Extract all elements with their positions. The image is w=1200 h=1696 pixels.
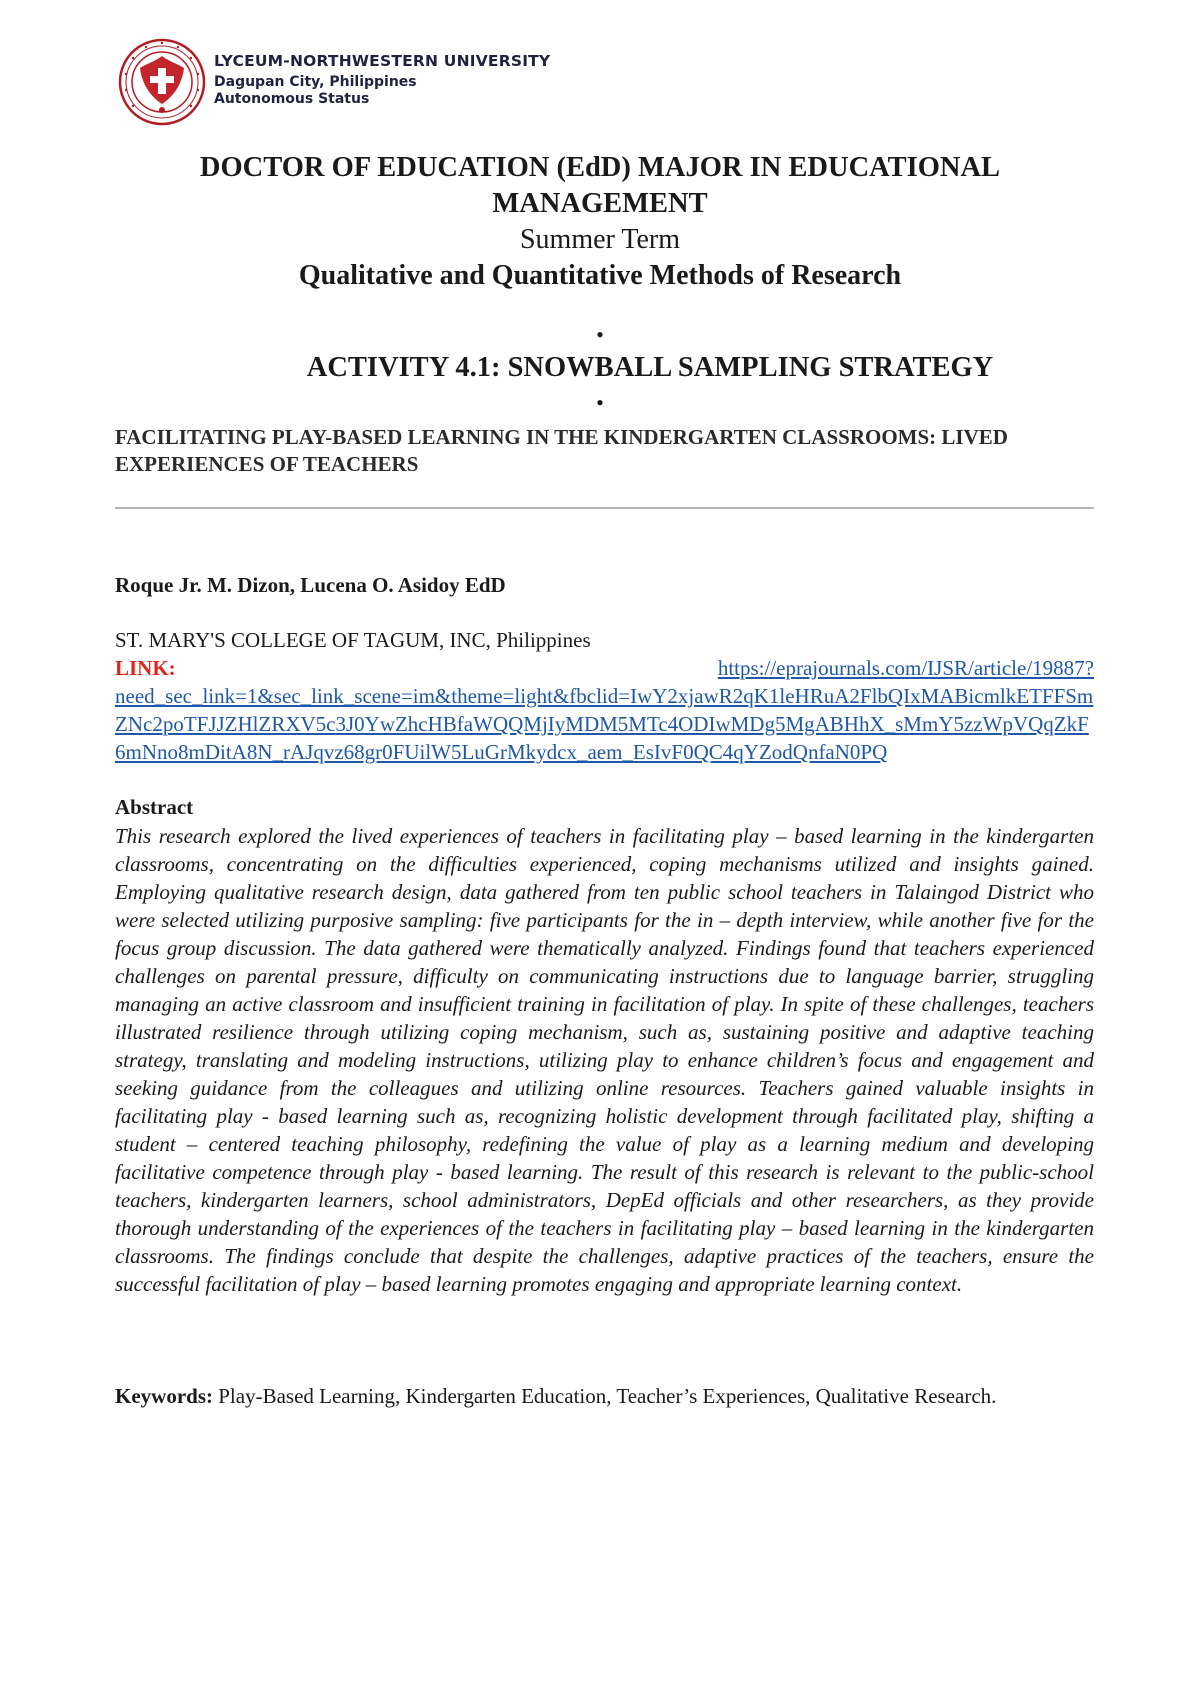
abstract-text: This research explored the lived experiences of teachers in facilitating play – based learning in the kindergarten classrooms, concentrating on the difficulties experienced, coping mechanisms utilized and insights gained. Employing qualitative research design, data gathered from ten public school teachers in Talaingod District who were selected utilizing purposive sampling: five participants for the in – depth interview, while another five for the focus group discussion. The data gathered were thematically analyzed. Findings found that teachers experienced challenges on parental pressure, difficulty on communicating instructions due to language barrier, struggling managing an active classroom and insufficient training in facilitation of play. In spite of these challenges, teachers illustrated resilience through utilizing coping mechanism, such as, sustaining positive and adaptive teaching strategy, translating and modeling instructions, utilizing play to enhance children’s focus and engagement and seeking guidance from the colleagues and utilizing online resources. Teachers gained valuable insights in facilitating play - based learning such as, recognizing holistic development through facilitated play, shifting a student – centered teaching philosophy, redefining the value of play as a learning medium and developing facilitative competence through play - based learning. The result of this research is relevant to the public-school teachers, kindergarten learners, school administrators, DepEd officials and other researchers, as they provide thorough understanding of the experiences of the teachers in facilitating play – based learning in the kindergarten classrooms. The findings conclude that despite the challenges, adaptive practices of the teachers, ensure the successful facilitation of play – based learning promotes engaging and appropriate learning context. [115, 824, 1094, 1296]
course-title: Qualitative and Quantitative Methods of Research [298, 260, 902, 291]
link-label: LINK: [115, 656, 176, 680]
institution-block [214, 54, 550, 106]
university-seal-logo [118, 38, 206, 126]
keywords-line [115, 1382, 1094, 1410]
study-title: FACILITATING PLAY-BASED LEARNING IN THE KINDERGARTEN CLASSROOMS: LIVED EXPERIENCES OF TEACHERS [115, 425, 1008, 476]
bullet-separator-bottom: • [596, 390, 604, 415]
bullet-separator-top: • [596, 322, 604, 347]
term-label: Summer Term [519, 224, 681, 255]
program-title: DOCTOR OF EDUCATION (EdD) MAJOR IN EDUCATIONAL MANAGEMENT [199, 152, 1001, 219]
keywords-label: Keywords: [115, 1384, 213, 1408]
article-link-rest[interactable]: need_sec_link=1&sec_link_scene=im&theme=light&fbclid=IwY2xjawR2qK1leHRuA2FlbQIxMABicmlkETFFSmZNc2poTFJJZHlZRXV5c3J0YwZhcHBfaWQQMjIyMDM5MTc4ODIwMDg5MgABHhX_sMmY5zzWpVQqZkF6mNno8mDitA8N_rAJqvz68gr0FUilW5LuGrMkydcx_aem_EsIvF0QC4qYZodQnfaN0PQ [115, 684, 1094, 764]
article-link-block [115, 654, 1094, 766]
institution-status: Autonomous Status [214, 90, 370, 107]
institution-name: LYCEUM-NORTHWESTERN UNIVERSITY [214, 52, 551, 71]
institution-city: Dagupan City, Philippines [214, 73, 417, 90]
university-header [118, 38, 550, 126]
affiliation-line: ST. MARY'S COLLEGE OF TAGUM, INC, Philippines [115, 628, 591, 652]
article-link-start[interactable]: https://eprajournals.com/IJSR/article/19887? [717, 656, 1094, 680]
activity-title: ACTIVITY 4.1: SNOWBALL SAMPLING STRATEGY [306, 352, 994, 383]
keywords-text: Play-Based Learning, Kindergarten Education, Teacher’s Experiences, Qualitative Research. [213, 1384, 997, 1408]
abstract-heading: Abstract [115, 795, 194, 819]
authors-line: Roque Jr. M. Dizon, Lucena O. Asidoy EdD [115, 573, 506, 597]
horizontal-divider [115, 507, 1094, 509]
